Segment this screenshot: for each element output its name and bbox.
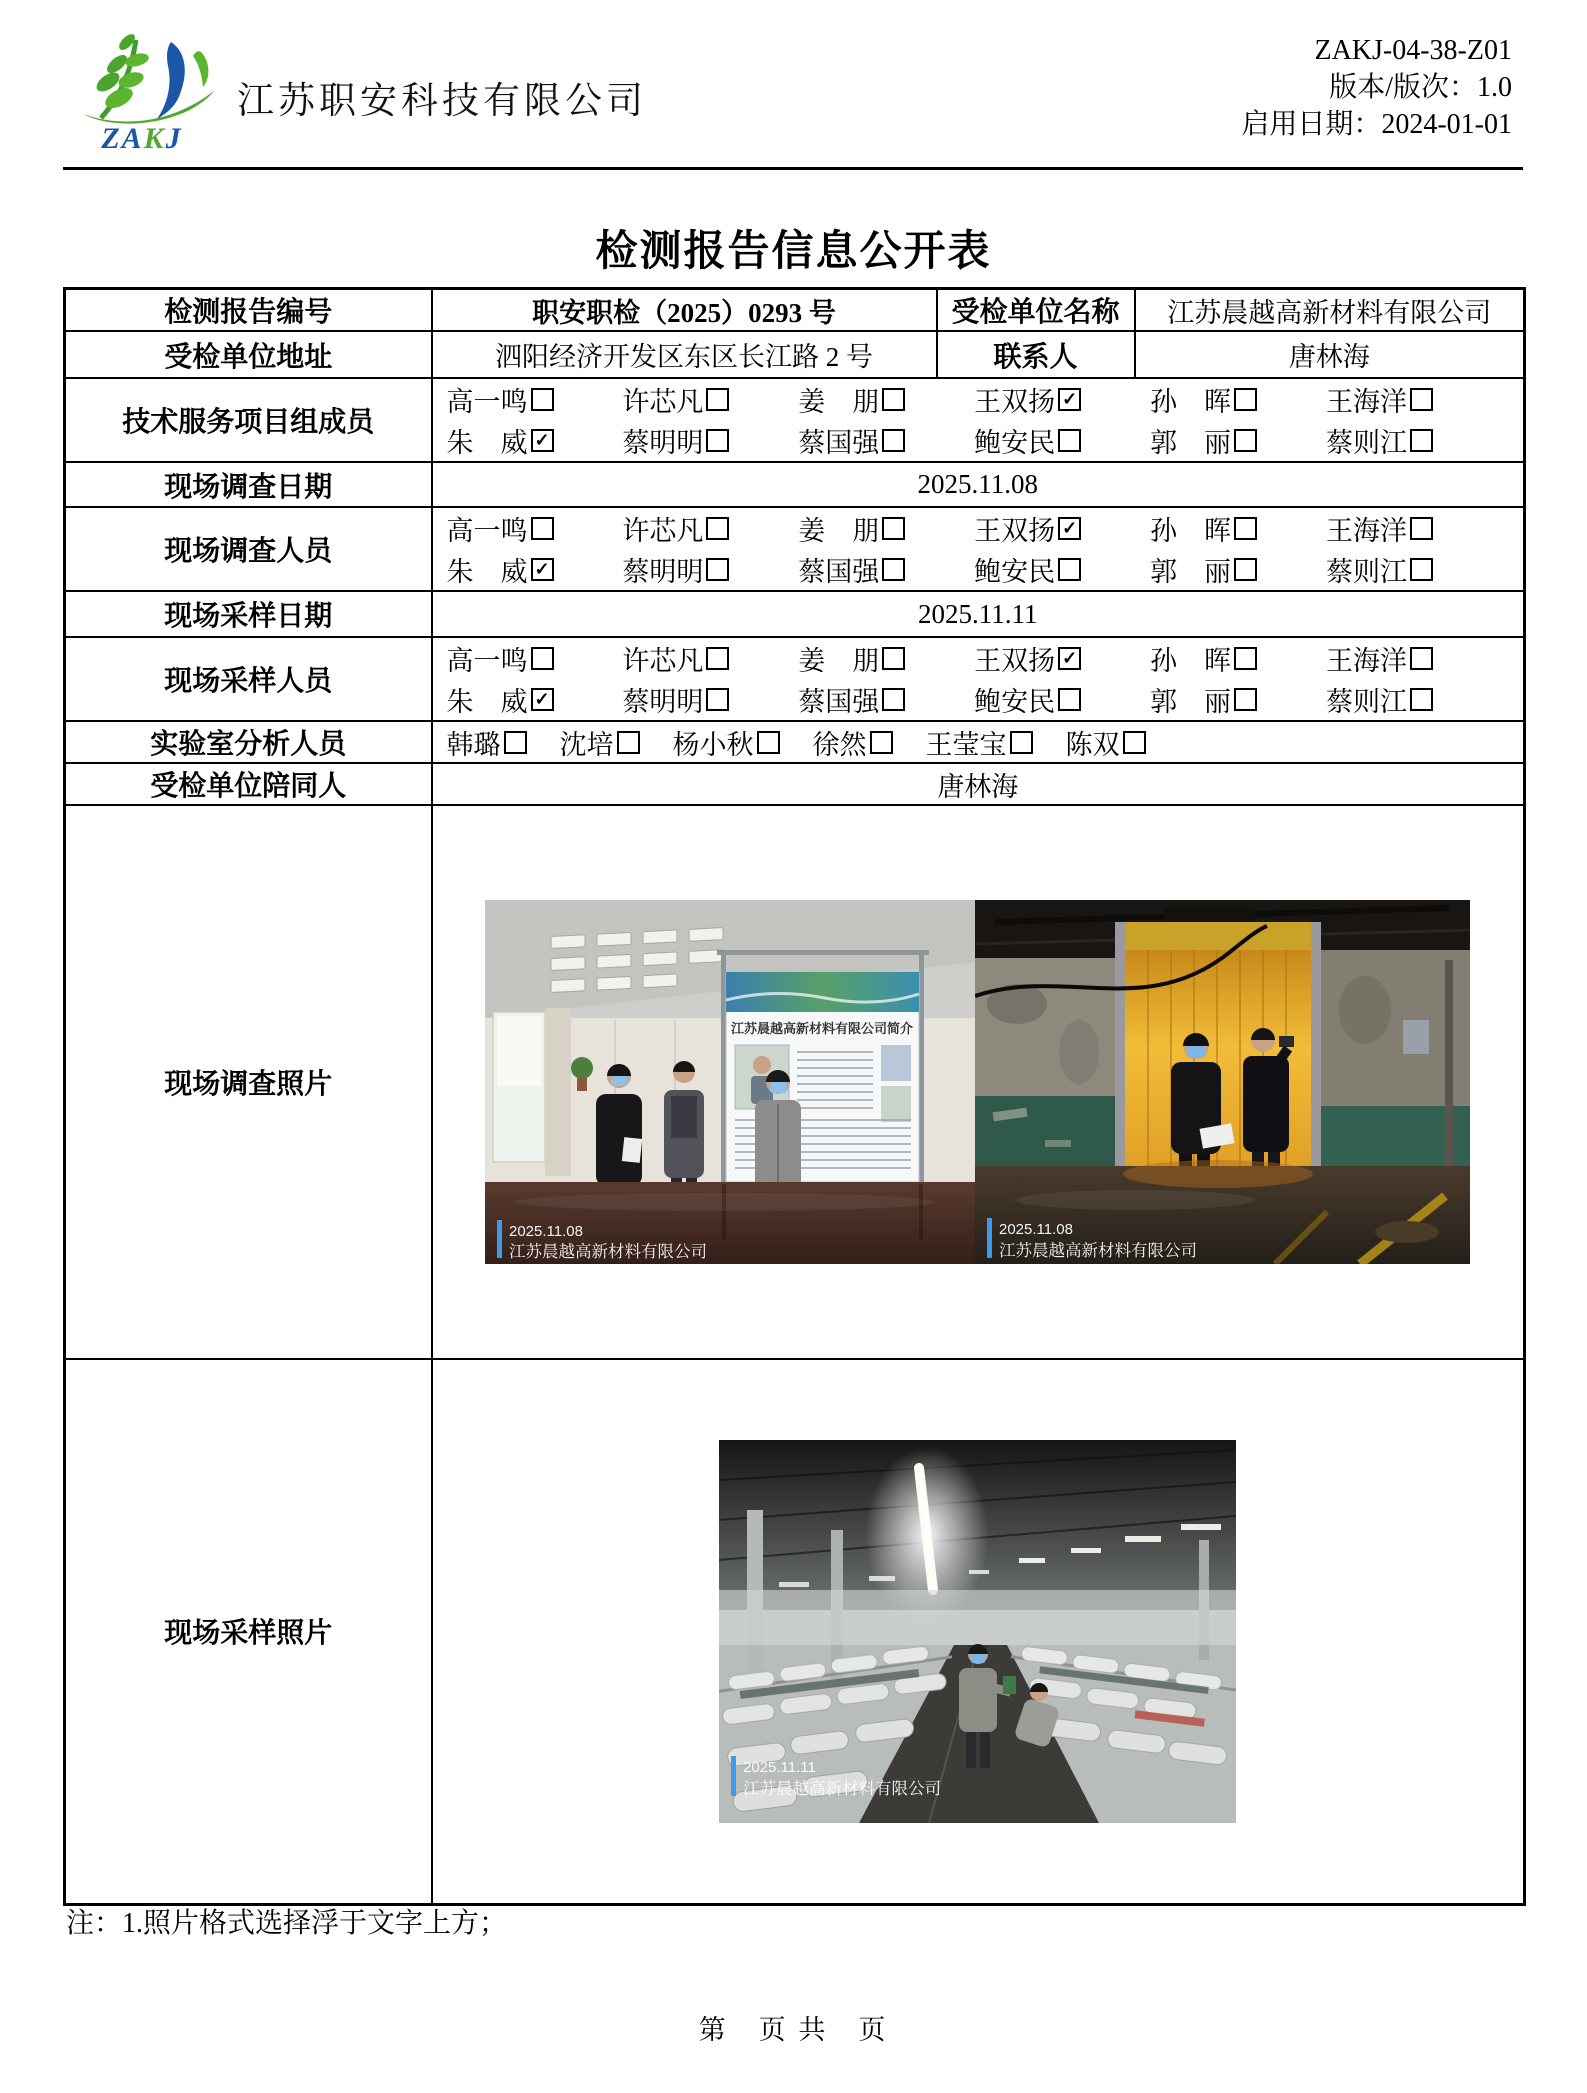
- survey-photo-label: 现场调查照片: [65, 805, 432, 1359]
- member-name: 韩璐: [446, 729, 501, 760]
- members-line-1: [433, 638, 1524, 679]
- member-name: 王双扬: [974, 387, 1056, 417]
- table-row: [65, 805, 1525, 1359]
- checkbox-unchecked[interactable]: [1058, 558, 1081, 581]
- table-row: [65, 763, 1525, 805]
- report-no-label: 检测报告编号: [65, 289, 432, 332]
- member-name: 陈双: [1065, 729, 1120, 760]
- header-divider: [63, 167, 1523, 170]
- company-logo-icon: [75, 26, 225, 124]
- page-number-footer: 第 页 共 页: [698, 2015, 889, 2045]
- watermark-date: 2025.11.08: [509, 1223, 584, 1240]
- report-no-value: 职安职检（2025）0293 号: [432, 289, 937, 332]
- member-name: 高一鸣: [446, 646, 528, 676]
- member-item: [447, 550, 554, 589]
- table-row: [65, 462, 1525, 507]
- survey-photos-cell: [432, 805, 1525, 1359]
- watermark-bar: [731, 1756, 736, 1796]
- member-item: [974, 509, 1081, 548]
- checkbox-unchecked[interactable]: [1234, 558, 1257, 581]
- survey-photo-left: [485, 900, 975, 1264]
- member-name: 姜 朋: [798, 516, 880, 546]
- member-item: [447, 723, 527, 762]
- logo-letter: A: [121, 122, 144, 155]
- members-line-1: [433, 508, 1524, 549]
- member-item: [798, 680, 905, 719]
- member-item: [622, 421, 729, 460]
- member-name: 杨小秋: [672, 729, 754, 760]
- member-item: [622, 550, 729, 589]
- member-item: [798, 421, 905, 460]
- member-item: [926, 723, 1033, 762]
- checkbox-checked[interactable]: ✓: [1058, 647, 1081, 670]
- member-name: 郭 丽: [1150, 687, 1232, 717]
- member-item: [974, 639, 1081, 678]
- page-title: 检测报告信息公开表: [595, 229, 992, 275]
- watermark-company: 江苏晨越高新材料有限公司: [999, 1242, 1198, 1260]
- contact-value: 唐林海: [1135, 331, 1525, 378]
- member-item: [974, 380, 1081, 419]
- checkbox-unchecked[interactable]: [706, 388, 729, 411]
- member-item: [560, 723, 640, 762]
- checkbox-unchecked[interactable]: [870, 731, 893, 754]
- unit-addr-value: 泗阳经济开发区东区长江路 2 号: [432, 331, 937, 378]
- checkbox-checked[interactable]: ✓: [531, 429, 554, 452]
- member-item: [1326, 509, 1433, 548]
- companion-label: 受检单位陪同人: [65, 763, 432, 805]
- member-item: [1326, 680, 1433, 719]
- checkbox-unchecked[interactable]: [882, 647, 905, 670]
- survey-date-value: 2025.11.08: [432, 462, 1525, 507]
- member-name: 王莹宝: [925, 729, 1007, 760]
- member-name: 高一鸣: [446, 516, 528, 546]
- contact-label: 联系人: [937, 331, 1135, 378]
- member-name: 蔡国强: [798, 428, 880, 458]
- checkbox-unchecked[interactable]: [1410, 517, 1433, 540]
- survey-staff-cell: [432, 507, 1525, 591]
- checkbox-checked[interactable]: ✓: [531, 688, 554, 711]
- member-item: [447, 680, 554, 719]
- doc-version: 版本/版次：1.0: [1329, 72, 1512, 103]
- sampling-date-value: 2025.11.11: [432, 591, 1525, 637]
- checkbox-unchecked[interactable]: [1234, 388, 1257, 411]
- unit-addr-label: 受检单位地址: [65, 331, 432, 378]
- member-item: [813, 723, 893, 762]
- table-row: [65, 289, 1525, 332]
- checkbox-unchecked[interactable]: [1410, 647, 1433, 670]
- lab-staff-cell: [432, 721, 1525, 763]
- checkbox-unchecked[interactable]: [757, 731, 780, 754]
- checkbox-unchecked[interactable]: [1234, 688, 1257, 711]
- member-item: [447, 509, 554, 548]
- member-item: [447, 380, 554, 419]
- member-item: [447, 639, 554, 678]
- members-label: 技术服务项目组成员: [65, 378, 432, 462]
- sampling-photo-cell: [432, 1359, 1525, 1904]
- checkbox-unchecked[interactable]: [1410, 429, 1433, 452]
- member-item: [1326, 639, 1433, 678]
- member-item: [673, 723, 780, 762]
- watermark-bar: [497, 1220, 502, 1258]
- member-item: [1326, 421, 1433, 460]
- checkbox-checked[interactable]: ✓: [531, 558, 554, 581]
- watermark-date: 2025.11.11: [743, 1758, 817, 1776]
- members-line-2: [433, 679, 1524, 720]
- watermark-bar: [987, 1218, 992, 1258]
- table-row: [65, 721, 1525, 763]
- member-item: [1150, 639, 1257, 678]
- member-item: [1150, 380, 1257, 419]
- member-name: 许芯凡: [622, 516, 704, 546]
- member-name: 鲍安民: [974, 557, 1056, 587]
- checkbox-unchecked[interactable]: [706, 517, 729, 540]
- lab-staff-label: 实验室分析人员: [65, 721, 432, 763]
- checkbox-unchecked[interactable]: [1058, 688, 1081, 711]
- member-item: [798, 639, 905, 678]
- member-name: 高一鸣: [446, 387, 528, 417]
- doc-code: ZAKJ-04-38-Z01: [1314, 35, 1512, 66]
- members-line-2: [433, 420, 1524, 461]
- sampling-staff-cell: [432, 637, 1525, 721]
- member-item: [1150, 509, 1257, 548]
- checkbox-unchecked[interactable]: [706, 647, 729, 670]
- member-name: 王双扬: [974, 516, 1056, 546]
- checkbox-unchecked[interactable]: [504, 731, 527, 754]
- logo-letter: Z: [101, 122, 122, 155]
- member-item: [622, 380, 729, 419]
- member-name: 许芯凡: [622, 387, 704, 417]
- table-row: [65, 591, 1525, 637]
- table-row: [65, 331, 1525, 378]
- checkbox-unchecked[interactable]: [1234, 517, 1257, 540]
- checkbox-checked[interactable]: ✓: [1058, 388, 1081, 411]
- member-item: [974, 680, 1081, 719]
- checkbox-checked[interactable]: ✓: [1058, 517, 1081, 540]
- member-name: 蔡则江: [1325, 428, 1407, 458]
- checkbox-unchecked[interactable]: [531, 517, 554, 540]
- footnote: 注：1.照片格式选择浮于文字上方；: [66, 1908, 508, 1939]
- logo-letter: K: [143, 122, 166, 155]
- member-name: 朱 威: [446, 428, 528, 458]
- logo-blue-drop: [157, 42, 185, 119]
- watermark-company: 江苏晨越高新材料有限公司: [509, 1243, 708, 1261]
- member-item: [622, 509, 729, 548]
- sign-title: 江苏晨越高新材料有限公司简介: [731, 1021, 914, 1036]
- member-name: 蔡则江: [1325, 557, 1407, 587]
- sampling-photo-label: 现场采样照片: [65, 1359, 432, 1904]
- member-name: 孙 晖: [1150, 387, 1232, 417]
- member-item: [1150, 421, 1257, 460]
- member-name: 朱 威: [446, 557, 528, 587]
- member-item: [798, 509, 905, 548]
- checkbox-unchecked[interactable]: [1410, 388, 1433, 411]
- watermark-company: 江苏晨越高新材料有限公司: [743, 1779, 942, 1798]
- member-name: 朱 威: [446, 687, 528, 717]
- member-name: 王海洋: [1325, 646, 1407, 676]
- member-name: 王双扬: [974, 646, 1056, 676]
- checkbox-unchecked[interactable]: [706, 429, 729, 452]
- member-item: [1150, 680, 1257, 719]
- member-name: 王海洋: [1325, 387, 1407, 417]
- unit-name-label: 受检单位名称: [937, 289, 1135, 332]
- checkbox-unchecked[interactable]: [617, 731, 640, 754]
- checkbox-unchecked[interactable]: [706, 688, 729, 711]
- members-line-1: [433, 379, 1524, 420]
- member-name: 沈培: [559, 729, 614, 760]
- member-name: 王海洋: [1325, 516, 1407, 546]
- member-name: 郭 丽: [1150, 428, 1232, 458]
- member-name: 姜 朋: [798, 646, 880, 676]
- member-name: 许芯凡: [622, 646, 704, 676]
- member-item: [974, 421, 1081, 460]
- member-item: [1150, 550, 1257, 589]
- member-name: 徐然: [812, 729, 867, 760]
- sampling-date-label: 现场采样日期: [65, 591, 432, 637]
- sampling-photo: [719, 1440, 1236, 1823]
- checkbox-unchecked[interactable]: [882, 558, 905, 581]
- checkbox-unchecked[interactable]: [706, 558, 729, 581]
- member-name: 鲍安民: [974, 428, 1056, 458]
- company-name: 江苏职安科技有限公司: [237, 81, 647, 122]
- checkbox-unchecked[interactable]: [882, 688, 905, 711]
- member-name: 蔡则江: [1325, 687, 1407, 717]
- checkbox-unchecked[interactable]: [882, 517, 905, 540]
- member-item: [798, 380, 905, 419]
- checkbox-unchecked[interactable]: [882, 388, 905, 411]
- logo-letter: J: [165, 122, 183, 155]
- member-item: [447, 421, 554, 460]
- member-name: 鲍安民: [974, 687, 1056, 717]
- checkbox-unchecked[interactable]: [882, 429, 905, 452]
- checkbox-unchecked[interactable]: [1010, 731, 1033, 754]
- table-row: [65, 378, 1525, 462]
- member-name: 郭 丽: [1150, 557, 1232, 587]
- member-item: [622, 639, 729, 678]
- info-table: [63, 287, 1526, 1906]
- doc-enable-date: 启用日期：2024-01-01: [1241, 109, 1512, 140]
- checkbox-unchecked[interactable]: [1410, 688, 1433, 711]
- member-name: 蔡国强: [798, 687, 880, 717]
- member-name: 孙 晖: [1150, 516, 1232, 546]
- table-row: [65, 1359, 1525, 1904]
- table-row: [65, 507, 1525, 591]
- sampling-staff-label: 现场采样人员: [65, 637, 432, 721]
- companion-value: 唐林海: [432, 763, 1525, 805]
- member-name: 蔡国强: [798, 557, 880, 587]
- checkbox-unchecked[interactable]: [531, 647, 554, 670]
- member-name: 孙 晖: [1150, 646, 1232, 676]
- checkbox-unchecked[interactable]: [1410, 558, 1433, 581]
- member-name: 蔡明明: [622, 557, 704, 587]
- member-item: [798, 550, 905, 589]
- members-cell: [432, 378, 1525, 462]
- logo-wordmark: [82, 122, 202, 156]
- member-item: [1326, 380, 1433, 419]
- checkbox-unchecked[interactable]: [1123, 731, 1146, 754]
- member-name: 蔡明明: [622, 428, 704, 458]
- member-item: [974, 550, 1081, 589]
- checkbox-unchecked[interactable]: [531, 388, 554, 411]
- member-item: [1326, 550, 1433, 589]
- member-name: 蔡明明: [622, 687, 704, 717]
- checkbox-unchecked[interactable]: [1058, 429, 1081, 452]
- member-item: [622, 680, 729, 719]
- member-name: 姜 朋: [798, 387, 880, 417]
- member-item: [1066, 723, 1146, 762]
- checkbox-unchecked[interactable]: [1234, 647, 1257, 670]
- table-row: [65, 637, 1525, 721]
- unit-name-value: 江苏晨越高新材料有限公司: [1135, 289, 1525, 332]
- members-line-2: [433, 549, 1524, 590]
- survey-staff-label: 现场调查人员: [65, 507, 432, 591]
- logo-green-drop: [193, 51, 208, 87]
- lab-staff-line: [433, 722, 1524, 762]
- watermark-date: 2025.11.08: [999, 1221, 1074, 1238]
- survey-photo-right: [975, 900, 1470, 1264]
- document-meta: [1241, 32, 1512, 143]
- survey-date-label: 现场调查日期: [65, 462, 432, 507]
- checkbox-unchecked[interactable]: [1234, 429, 1257, 452]
